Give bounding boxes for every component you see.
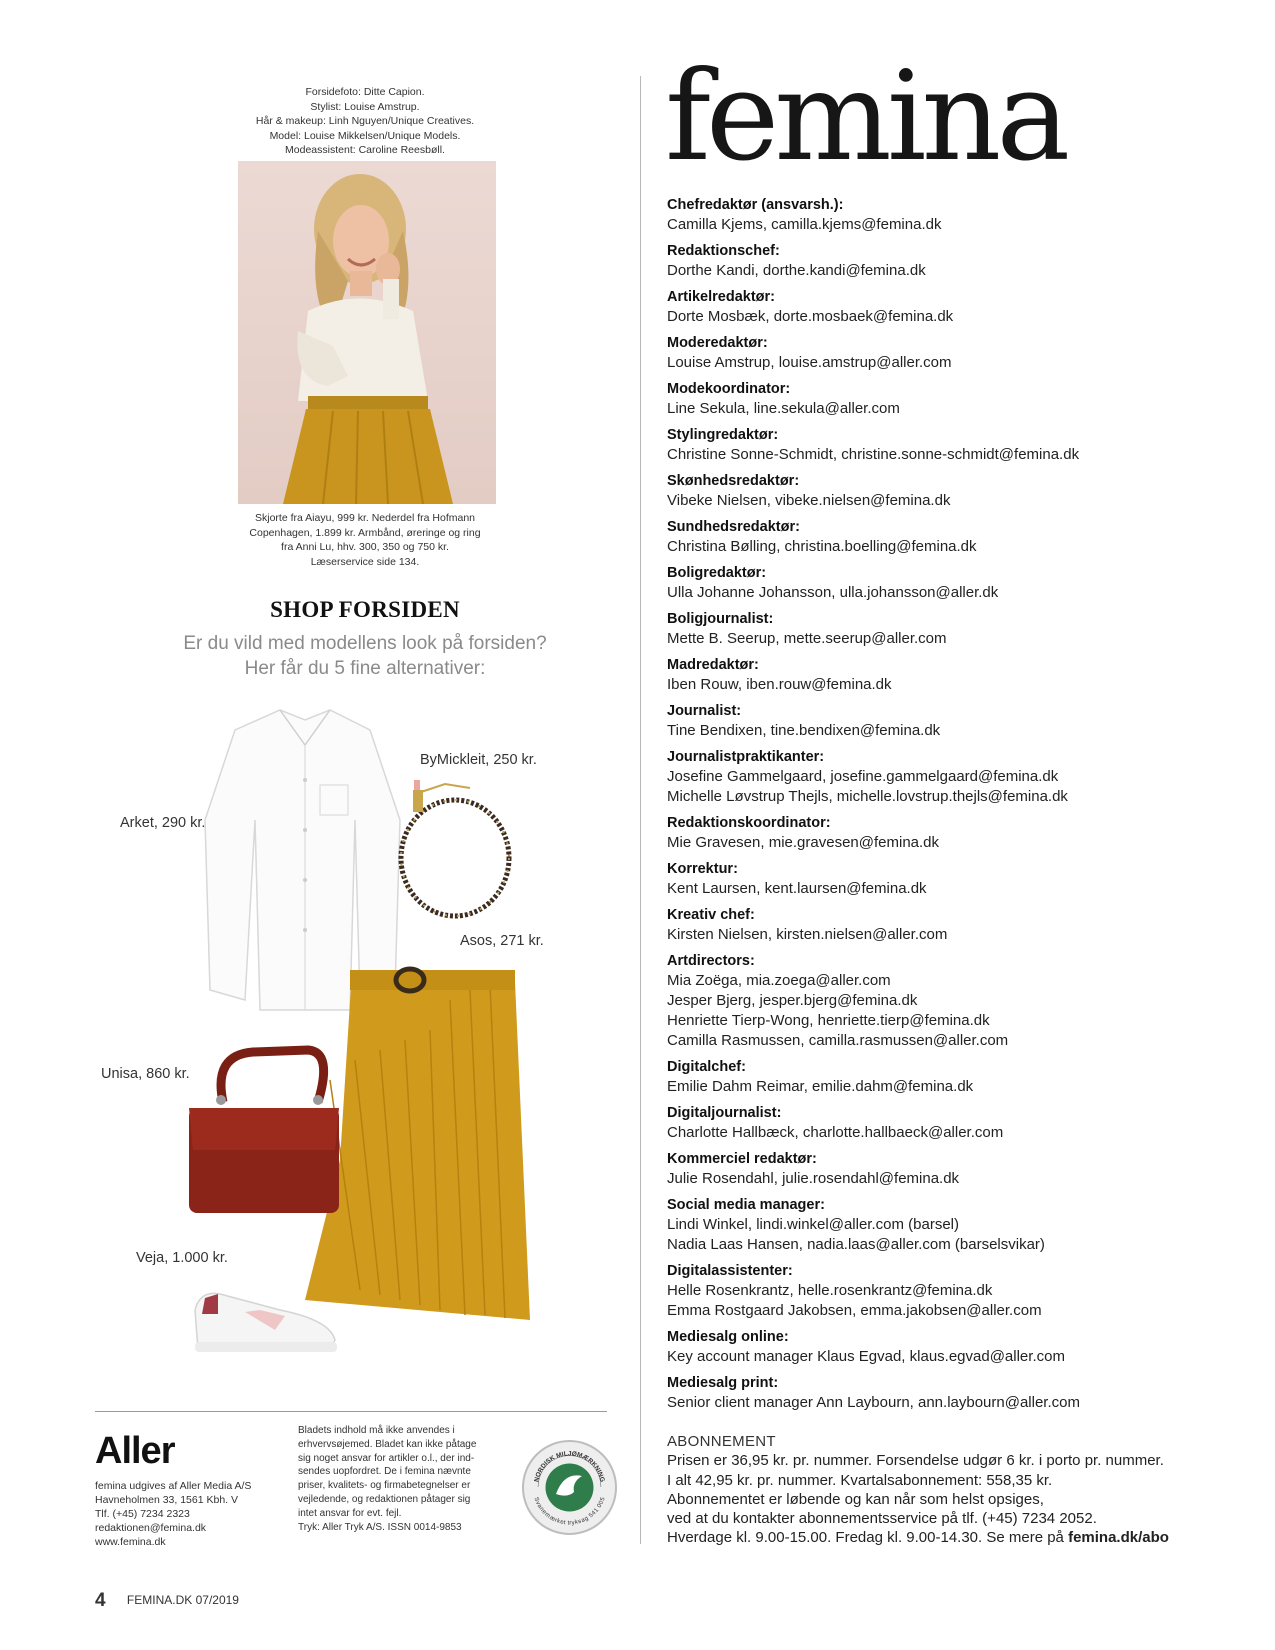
staff-person: Jesper Bjerg, jesper.bjerg@femina.dk: [667, 992, 918, 1009]
publisher-line: femina udgives af Aller Media A/S: [95, 1480, 252, 1492]
shirt-price: Arket, 290 kr.: [120, 815, 206, 831]
staff-person: Emilie Dahm Reimar, emilie.dahm@femina.dk: [667, 1078, 974, 1095]
staff-role: Redaktionschef:: [667, 243, 780, 259]
skirt-price: Asos, 271 kr.: [460, 933, 544, 949]
staff-role: Artikelredaktør:: [667, 289, 775, 305]
staff-person: Kent Laursen, kent.laursen@femina.dk: [667, 880, 927, 897]
staff-role: Digitalassistenter:: [667, 1263, 793, 1279]
shop-subtitle-line: Er du vild med modellens look på forsiden?: [183, 633, 547, 654]
eco-top-text: NORDISK MILJØMÆRKNING: [533, 1450, 606, 1483]
credit-line: Forsidefoto: Ditte Capion.: [305, 86, 425, 98]
aller-logo: Aller: [95, 1430, 175, 1472]
staff-person: Vibeke Nielsen, vibeke.nielsen@femina.dk: [667, 492, 951, 509]
legal-line: sig noget ansvar for artikler o.l., der ind-: [298, 1452, 475, 1464]
staff-person: Iben Rouw, iben.rouw@femina.dk: [667, 676, 892, 693]
staff-person: Line Sekula, line.sekula@aller.com: [667, 400, 900, 417]
publisher-line: redaktionen@femina.dk: [95, 1522, 207, 1534]
staff-person: Louise Amstrup, louise.amstrup@aller.com: [667, 354, 952, 371]
staff-role: Chefredaktør (ansvarsh.):: [667, 197, 844, 213]
staff-person: Camilla Rasmussen, camilla.rasmussen@aller.com: [667, 1032, 1009, 1049]
staff-role: Journalistpraktikanter:: [667, 749, 825, 765]
staff-person: Tine Bendixen, tine.bendixen@femina.dk: [667, 722, 941, 739]
staff-person: Kirsten Nielsen, kirsten.nielsen@aller.com: [667, 926, 948, 943]
subscription-line: Prisen er 36,95 kr. pr. nummer. Forsendelse udgør 6 kr. i porto pr. nummer.: [667, 1452, 1164, 1470]
staff-role: Mediesalg print:: [667, 1375, 779, 1391]
staff-role: Sundhedsredaktør:: [667, 519, 800, 535]
shop-subtitle: [150, 631, 580, 681]
staff-list: [667, 195, 1247, 1413]
staff-person: Michelle Løvstrup Thejls, michelle.lovstrup.thejls@femina.dk: [667, 788, 1068, 805]
caption-line: Copenhagen, 1.899 kr. Armbånd, øreringe og ring: [249, 526, 481, 539]
legal-line: sendes uopfordret. De i femina nævnte: [298, 1466, 471, 1478]
page-footer: [95, 1590, 239, 1612]
credit-line: Modeassistent: Caroline Reesbøll.: [285, 144, 445, 156]
cover-credits: [215, 85, 515, 158]
staff-person: Charlotte Hallbæck, charlotte.hallbaeck@aller.com: [667, 1124, 1004, 1141]
bracelet-price: ByMickleit, 250 kr.: [420, 752, 537, 768]
staff-person: Emma Rostgaard Jakobsen, emma.jakobsen@aller.com: [667, 1302, 1042, 1319]
bag-price: Unisa, 860 kr.: [101, 1066, 190, 1082]
staff-person: Dorte Mosbæk, dorte.mosbaek@femina.dk: [667, 308, 954, 325]
subscription-line-last: [667, 1528, 1247, 1547]
shop-title: SHOP FORSIDEN: [270, 597, 460, 622]
credit-line: Model: Louise Mikkelsen/Unique Models.: [269, 129, 461, 142]
nordic-swan-ecolabel-icon: [522, 1440, 617, 1535]
staff-person: Camilla Kjems, camilla.kjems@femina.dk: [667, 216, 942, 233]
column-divider: [640, 76, 641, 1544]
cover-photo: [238, 161, 496, 504]
staff-role: Boligjournalist:: [667, 611, 774, 627]
legal-line: priser, kvalitets- og firmabetegnelser er: [298, 1480, 471, 1492]
staff-person: Mette B. Seerup, mette.seerup@aller.com: [667, 630, 947, 647]
bracelet-product-image: [385, 780, 520, 925]
staff-role: Digitalchef:: [667, 1059, 746, 1075]
page-number: 4: [95, 1590, 106, 1611]
staff-person: Ulla Johanne Johansson, ulla.johansson@aller.dk: [667, 584, 999, 601]
staff-role: Stylingredaktør:: [667, 427, 779, 443]
publisher-line: Tlf. (+45) 7234 2323: [95, 1508, 190, 1520]
staff-person: Josefine Gammelgaard, josefine.gammelgaard@femina.dk: [667, 768, 1059, 785]
staff-person: Mie Gravesen, mie.gravesen@femina.dk: [667, 834, 940, 851]
staff-person: Christina Bølling, christina.boelling@femina.dk: [667, 538, 977, 555]
issue-label: FEMINA.DK 07/2019: [126, 1593, 239, 1608]
sneaker-price: Veja, 1.000 kr.: [136, 1250, 228, 1266]
publisher-line: www.femina.dk: [95, 1536, 166, 1548]
staff-role: Boligredaktør:: [667, 565, 767, 581]
staff-person: Henriette Tierp-Wong, henriette.tierp@femina.dk: [667, 1012, 990, 1029]
credit-line: Hår & makeup: Linh Nguyen/Unique Creatives.: [255, 115, 475, 127]
legal-text: [298, 1424, 503, 1534]
eco-bottom-text: Svanemærket tryksag 541 005: [532, 1496, 607, 1527]
staff-person: Dorthe Kandi, dorthe.kandi@femina.dk: [667, 262, 926, 279]
staff-role: Redaktionskoordinator:: [667, 815, 831, 831]
credit-line: Stylist: Louise Amstrup.: [310, 100, 420, 113]
legal-line: vejledende, og redaktionen påtager sig: [298, 1493, 471, 1505]
staff-role: Mediesalg online:: [667, 1329, 789, 1345]
subscription-link[interactable]: femina.dk/abo: [1068, 1529, 1169, 1547]
staff-role: Journalist:: [667, 703, 742, 719]
legal-line: intet ansvar for evt. fejl.: [298, 1507, 402, 1519]
staff-person: Helle Rosenkrantz, helle.rosenkrantz@femina.dk: [667, 1282, 993, 1299]
staff-role: Kreativ chef:: [667, 907, 755, 923]
cover-caption: [230, 511, 500, 569]
caption-line: fra Anni Lu, hhv. 300, 350 og 750 kr.: [281, 541, 449, 553]
staff-person: Nadia Laas Hansen, nadia.laas@aller.com (barselsvikar): [667, 1236, 1045, 1253]
femina-logo: femina: [665, 45, 1066, 189]
bag-product-image: [183, 1040, 348, 1220]
staff-role: Social media manager:: [667, 1197, 825, 1213]
staff-person: Julie Rosendahl, julie.rosendahl@femina.dk: [667, 1170, 960, 1187]
staff-person: Senior client manager Ann Laybourn, ann.laybourn@aller.com: [667, 1394, 1080, 1411]
subscription-line: Abonnementet er løbende og kan når som helst opsiges,: [667, 1490, 1044, 1508]
legal-line: Tryk: Aller Tryk A/S. ISSN 0014-9853: [298, 1521, 462, 1533]
staff-role: Moderedaktør:: [667, 335, 768, 351]
subscription-line: ved at du kontakter abonnementsservice på tlf. (+45) 7234 2052.: [667, 1510, 1097, 1528]
swan-emblem-icon: [524, 1442, 615, 1533]
staff-person: Key account manager Klaus Egvad, klaus.egvad@aller.com: [667, 1348, 1065, 1365]
caption-line: Læserservice side 134.: [310, 555, 420, 568]
staff-role: Korrektur:: [667, 861, 738, 877]
caption-line: Skjorte fra Aiayu, 999 kr. Nederdel fra Hofmann: [254, 512, 476, 524]
sneaker-product-image: [190, 1280, 340, 1358]
staff-role: Modekoordinator:: [667, 381, 791, 397]
staff-role: Artdirectors:: [667, 953, 755, 969]
subscription-line: I alt 42,95 kr. pr. nummer. Kvartalsabonnement: 558,35 kr.: [667, 1471, 1053, 1489]
legal-line: erhvervsøjemed. Bladet kan ikke påtage: [298, 1438, 477, 1450]
publisher-line: Havneholmen 33, 1561 Kbh. V: [95, 1494, 239, 1506]
legal-line: Bladets indhold må ikke anvendes i: [298, 1425, 455, 1436]
staff-role: Kommerciel redaktør:: [667, 1151, 817, 1167]
subscription-info: [667, 1432, 1247, 1548]
staff-role: Skønhedsredaktør:: [667, 473, 800, 489]
staff-person: Mia Zoëga, mia.zoega@aller.com: [667, 972, 891, 989]
shop-subtitle-line: Her får du 5 fine alternativer:: [244, 658, 486, 679]
publisher-info: [95, 1479, 295, 1549]
subscription-hours: Hverdage kl. 9.00-15.00. Fredag kl. 9.00-14.30. Se mere på: [667, 1529, 1064, 1547]
staff-person: Lindi Winkel, lindi.winkel@aller.com (barsel): [667, 1216, 959, 1233]
left-bottom-divider: [95, 1411, 607, 1412]
subscription-heading: ABONNEMENT: [667, 1433, 776, 1450]
staff-role: Digitaljournalist:: [667, 1105, 782, 1121]
staff-person: Christine Sonne-Schmidt, christine.sonne-schmidt@femina.dk: [667, 446, 1080, 463]
cover-model-illustration: [238, 161, 496, 504]
staff-role: Madredaktør:: [667, 657, 759, 673]
